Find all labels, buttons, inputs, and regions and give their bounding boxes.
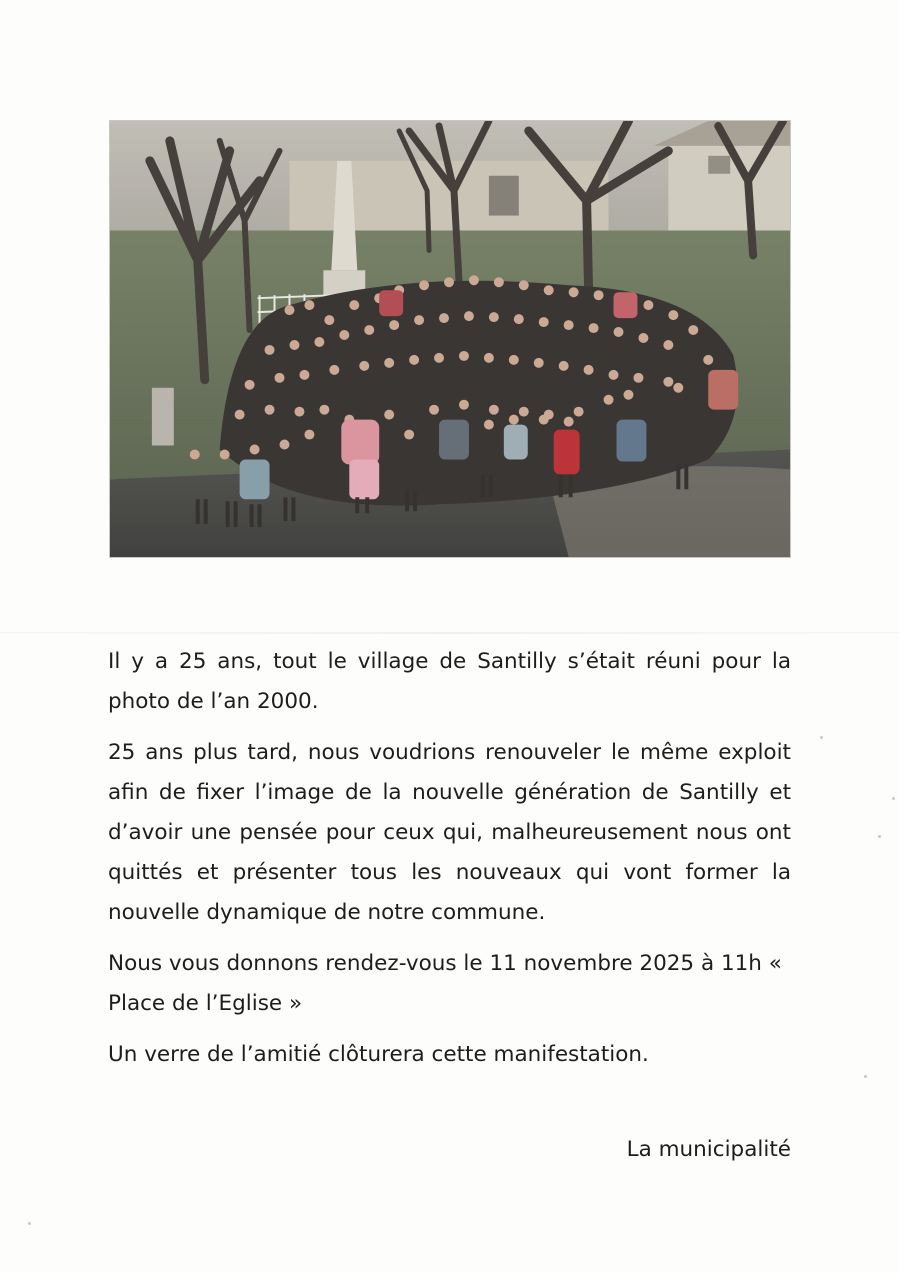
paragraph-history: Il y a 25 ans, tout le village de Santilly s’était réuni pour la photo de l’an 2000.	[108, 649, 791, 714]
paragraph-purpose: 25 ans plus tard, nous voudrions renouveler le même exploit afin de fixer l’image de la nouvelle génération de Santilly et d’avoir une pensée pour ceux qui, malheureusement nous ont quittés et présenter tous les nouveaux qui vont former la nouvelle dynamique de notre commune.	[108, 740, 791, 925]
scan-seam	[0, 632, 899, 634]
paragraph-reception: Un verre de l’amitié clôturera cette manifestation.	[108, 1042, 649, 1067]
scan-speck	[878, 835, 881, 838]
group-photo	[109, 120, 791, 558]
scan-speck	[28, 1222, 31, 1225]
invitation-text	[108, 642, 791, 1086]
scan-speck	[864, 1075, 867, 1078]
scan-speck	[892, 797, 895, 800]
paragraph-appointment: Nous vous donnons rendez-vous le 11 novembre 2025 à 11h « Place de l’Eglise »	[108, 951, 782, 1016]
scan-speck	[820, 736, 823, 739]
group-photo-illustration	[110, 121, 790, 557]
signature: La municipalité	[626, 1137, 791, 1162]
